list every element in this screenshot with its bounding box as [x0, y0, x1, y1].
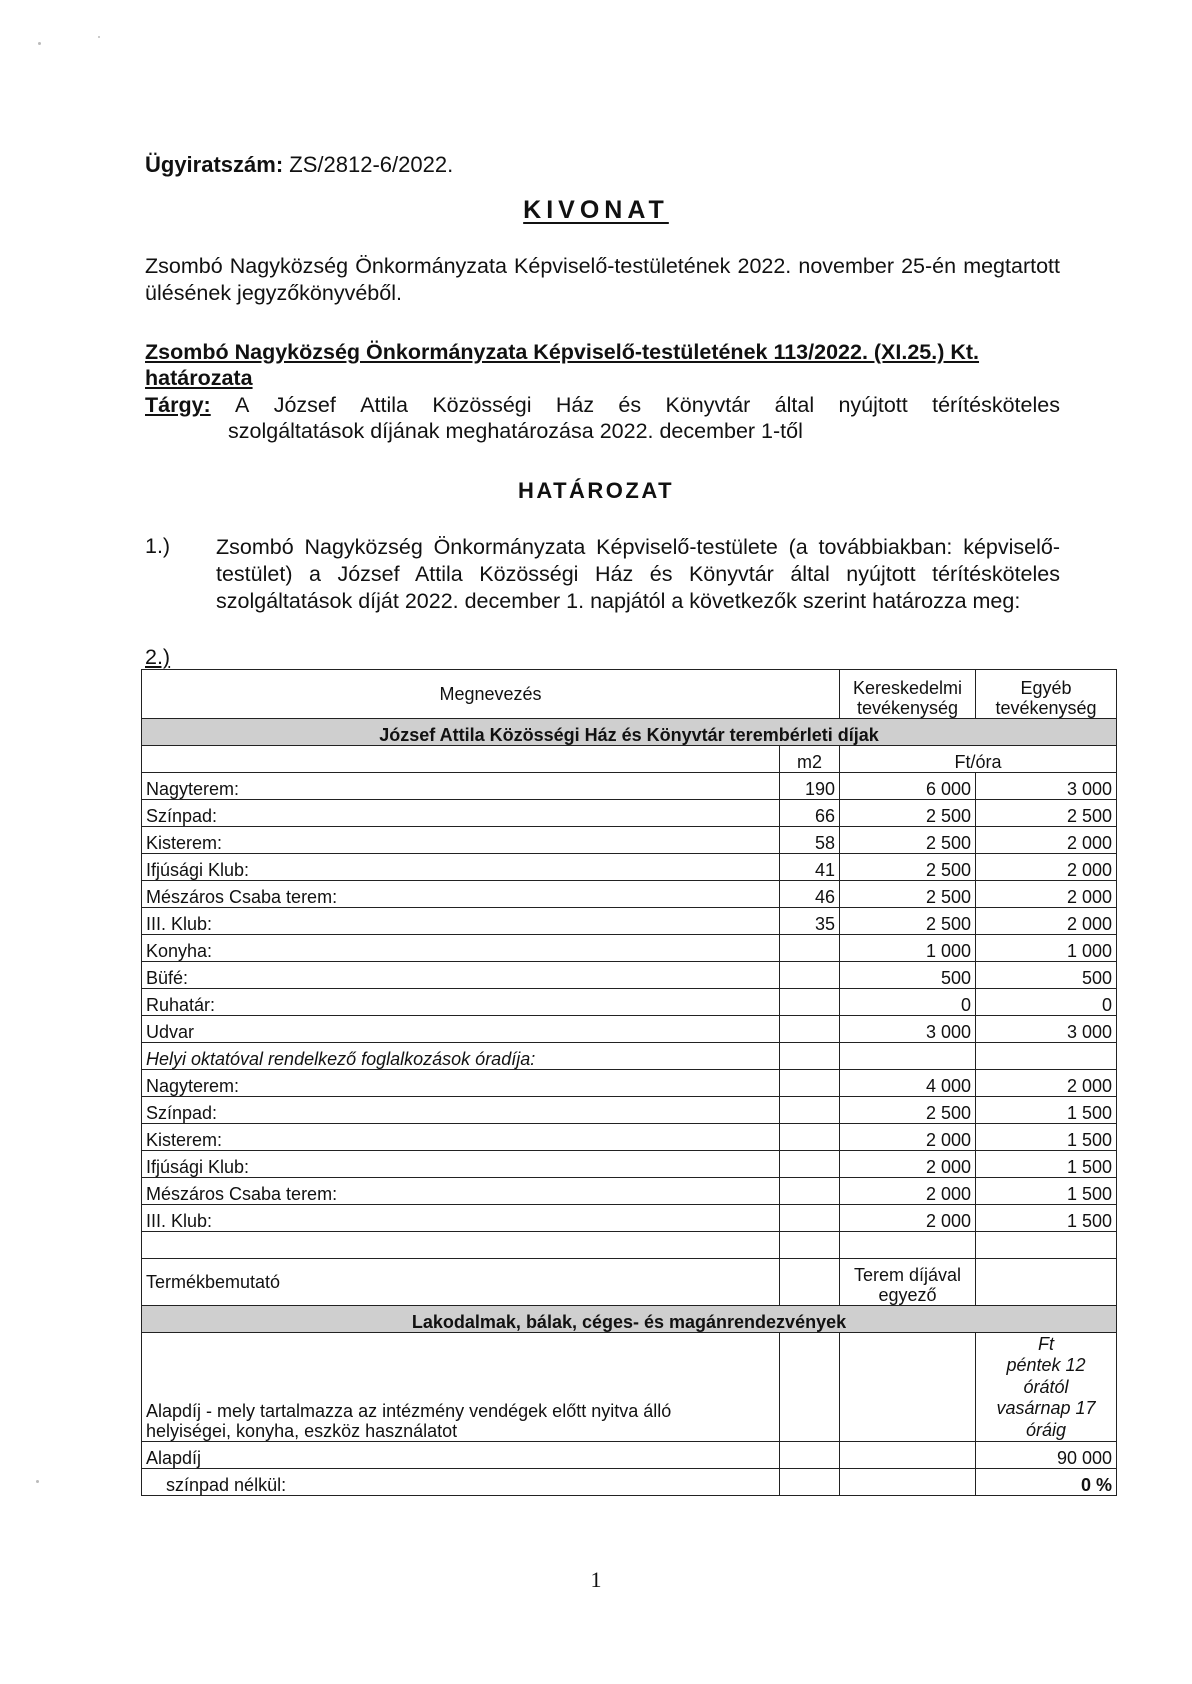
room-area [780, 989, 840, 1016]
table-cell [840, 1043, 976, 1070]
table-cell [780, 1070, 840, 1097]
intro-text: Zsombó Nagyközség Önkormányzata Képviselő-testületének 2022. november 25-én megtartott ülésének jegyzőkönyvéből. [145, 254, 1060, 305]
base-unit [976, 1333, 1117, 1442]
commercial-fee: 4 000 [840, 1070, 976, 1097]
table-row [142, 962, 1117, 989]
room-area: 190 [780, 773, 840, 800]
base-unit-line: órától [1023, 1376, 1069, 1397]
demo-value [840, 1259, 976, 1306]
base-fee-label: Alapdíj [142, 1442, 780, 1469]
subject-word: József [273, 393, 336, 417]
room-name: Kisterem: [142, 1124, 780, 1151]
header-other [976, 670, 1117, 719]
table-row [142, 800, 1117, 827]
other-fee: 2 500 [976, 800, 1117, 827]
other-fee: 3 000 [976, 1016, 1117, 1043]
table-cell [840, 1469, 976, 1496]
other-fee: 2 000 [976, 827, 1117, 854]
unit-m2: m2 [780, 746, 840, 773]
commercial-fee: 2 500 [840, 827, 976, 854]
room-name: Színpad: [142, 1097, 780, 1124]
table-row [142, 1178, 1117, 1205]
other-fee: 1 500 [976, 1097, 1117, 1124]
table-cell [780, 1442, 840, 1469]
table-cell [780, 1097, 840, 1124]
base-unit-line: Ft [1038, 1333, 1054, 1354]
no-stage-row [142, 1469, 1117, 1496]
demo-name: Termékbemutató [142, 1259, 780, 1306]
table-row [142, 1205, 1117, 1232]
table-row [142, 827, 1117, 854]
other-fee: 2 000 [976, 881, 1117, 908]
table-cell [976, 1043, 1117, 1070]
table-cell [840, 1333, 976, 1442]
base-fee-row [142, 1442, 1117, 1469]
room-name: Kisterem: [142, 827, 780, 854]
scan-speck [36, 1480, 39, 1483]
room-area: 66 [780, 800, 840, 827]
table-cell [780, 1178, 840, 1205]
room-name: Nagyterem: [142, 773, 780, 800]
no-stage-label: színpad nélkül: [142, 1469, 780, 1496]
table-row [142, 881, 1117, 908]
room-name: III. Klub: [142, 908, 780, 935]
commercial-fee: 2 000 [840, 1151, 976, 1178]
subject-word: Közösségi [432, 393, 532, 417]
room-name: Mészáros Csaba terem: [142, 1178, 780, 1205]
table-cell [780, 1333, 840, 1442]
demo-row [142, 1259, 1117, 1306]
base-unit-line: óráig [1025, 1419, 1067, 1440]
subject-word: Ház [555, 393, 595, 417]
base-unit-line: péntek 12 [1006, 1355, 1086, 1375]
file-number [145, 152, 453, 178]
subject-label: Tárgy: [145, 393, 211, 417]
subject [145, 392, 1060, 444]
base-description-line-2: helyiségei, konyha, eszköz használatot [146, 1421, 458, 1441]
blank-row [142, 1232, 1117, 1259]
commercial-fee: 2 000 [840, 1124, 976, 1151]
header-other-line-1: Egyéb [1020, 678, 1072, 698]
room-area: 35 [780, 908, 840, 935]
document-title: KIVONAT [523, 196, 669, 224]
table-cell [780, 1124, 840, 1151]
section-band-rental [142, 719, 1117, 746]
commercial-fee: 2 500 [840, 1097, 976, 1124]
scan-speck [38, 42, 41, 45]
table-header-row [142, 670, 1117, 719]
other-fee: 1 000 [976, 935, 1117, 962]
scan-speck [98, 36, 100, 38]
section-title: Lakodalmak, bálak, céges- és magánrendezvények [142, 1306, 1117, 1333]
commercial-fee: 0 [840, 989, 976, 1016]
subject-word: és [618, 393, 642, 417]
room-name: Színpad: [142, 800, 780, 827]
table-cell [976, 1232, 1117, 1259]
room-name: Büfé: [142, 962, 780, 989]
room-name: Ifjúsági Klub: [142, 1151, 780, 1178]
commercial-fee: 500 [840, 962, 976, 989]
commercial-fee: 2 500 [840, 881, 976, 908]
demo-value-line-1: Terem díjával [853, 1265, 962, 1285]
subject-line-2: szolgáltatások díjának meghatározása 2022. december 1-től [228, 419, 803, 443]
subject-line-1 [145, 392, 1060, 418]
subject-word: által [774, 393, 815, 417]
commercial-fee: 2 500 [840, 800, 976, 827]
other-fee: 2 000 [976, 1070, 1117, 1097]
subject-word: Attila [360, 393, 408, 417]
fee-table [141, 669, 1117, 1496]
room-area: 46 [780, 881, 840, 908]
no-stage-value: 0 % [976, 1469, 1117, 1496]
room-name: Ruhatár: [142, 989, 780, 1016]
file-number-label: Ügyiratszám: [145, 152, 284, 177]
table-row [142, 1016, 1117, 1043]
demo-value-line-2: egyező [878, 1285, 937, 1305]
table-cell [780, 1232, 840, 1259]
table-cell [142, 746, 780, 773]
local-heading-row [142, 1043, 1117, 1070]
other-fee: 500 [976, 962, 1117, 989]
point-1-number: 1.) [145, 534, 171, 558]
header-commercial [840, 670, 976, 719]
point-2-number: 2.) [145, 645, 171, 669]
table-row [142, 1097, 1117, 1124]
other-fee: 2 000 [976, 908, 1117, 935]
commercial-fee: 3 000 [840, 1016, 976, 1043]
other-fee: 1 500 [976, 1151, 1117, 1178]
header-commercial-line-1: Kereskedelmi [852, 678, 963, 698]
base-fee-value: 90 000 [976, 1442, 1117, 1469]
other-fee: 2 000 [976, 854, 1117, 881]
section-band-events [142, 1306, 1117, 1333]
subject-word: A [235, 393, 250, 417]
header-other-line-2: tevékenység [995, 698, 1097, 718]
other-fee: 1 500 [976, 1205, 1117, 1232]
room-name: Udvar [142, 1016, 780, 1043]
table-cell [142, 1232, 780, 1259]
table-row [142, 908, 1117, 935]
table-row [142, 854, 1117, 881]
other-fee: 1 500 [976, 1124, 1117, 1151]
local-heading: Helyi oktatóval rendelkező foglalkozások óradíja: [142, 1043, 780, 1070]
room-area: 41 [780, 854, 840, 881]
room-area [780, 935, 840, 962]
file-number-value: ZS/2812-6/2022. [289, 152, 454, 177]
room-area: 58 [780, 827, 840, 854]
table-cell [780, 1151, 840, 1178]
table-cell [840, 1232, 976, 1259]
room-name: Konyha: [142, 935, 780, 962]
commercial-fee: 6 000 [840, 773, 976, 800]
other-fee: 0 [976, 989, 1117, 1016]
table-cell [976, 1259, 1117, 1306]
room-area [780, 1016, 840, 1043]
commercial-fee: 2 500 [840, 854, 976, 881]
point-1-text: Zsombó Nagyközség Önkormányzata Képviselő-testülete (a továbbiakban: képviselő-testület) a József Attila Közösségi Ház és Könyvtár által nyújtott térítésköteles szolgáltatások díját 2022. december 1. napjától a következők szerint határozza meg: [216, 535, 1060, 613]
base-unit-line: vasárnap 17 [996, 1398, 1096, 1418]
subject-word: térítésköteles [932, 393, 1060, 417]
commercial-fee: 1 000 [840, 935, 976, 962]
unit-row [142, 746, 1117, 773]
table-cell [780, 1043, 840, 1070]
room-name: III. Klub: [142, 1205, 780, 1232]
table-cell [840, 1442, 976, 1469]
subject-word: nyújtott [838, 393, 908, 417]
resolution-title: Zsombó Nagyközség Önkormányzata Képviselő-testületének 113/2022. (XI.25.) Kt. határozata [145, 340, 980, 390]
table-row [142, 773, 1117, 800]
base-description-line-1: Alapdíj - mely tartalmazza az intézmény vendégek előtt nyitva álló [146, 1401, 672, 1421]
header-name: Megnevezés [142, 670, 840, 719]
table-row [142, 935, 1117, 962]
commercial-fee: 2 500 [840, 908, 976, 935]
other-fee: 3 000 [976, 773, 1117, 800]
commercial-fee: 2 000 [840, 1178, 976, 1205]
table-row [142, 1151, 1117, 1178]
base-description [142, 1333, 780, 1442]
room-name: Ifjúsági Klub: [142, 854, 780, 881]
other-fee: 1 500 [976, 1178, 1117, 1205]
table-row [142, 989, 1117, 1016]
room-name: Nagyterem: [142, 1070, 780, 1097]
section-title: József Attila Közösségi Ház és Könyvtár terembérleti díjak [142, 719, 1117, 746]
table-row [142, 1124, 1117, 1151]
subject-word: Könyvtár [665, 393, 751, 417]
unit-rate: Ft/óra [840, 746, 1117, 773]
table-cell [780, 1469, 840, 1496]
room-area [780, 962, 840, 989]
base-description-row [142, 1333, 1117, 1442]
table-row [142, 1070, 1117, 1097]
header-commercial-line-2: tevékenység [856, 698, 959, 718]
table-cell [780, 1205, 840, 1232]
commercial-fee: 2 000 [840, 1205, 976, 1232]
page-number: 1 [590, 1567, 602, 1592]
room-name: Mészáros Csaba terem: [142, 881, 780, 908]
table-cell [780, 1259, 840, 1306]
decision-heading: HATÁROZAT [517, 478, 675, 503]
